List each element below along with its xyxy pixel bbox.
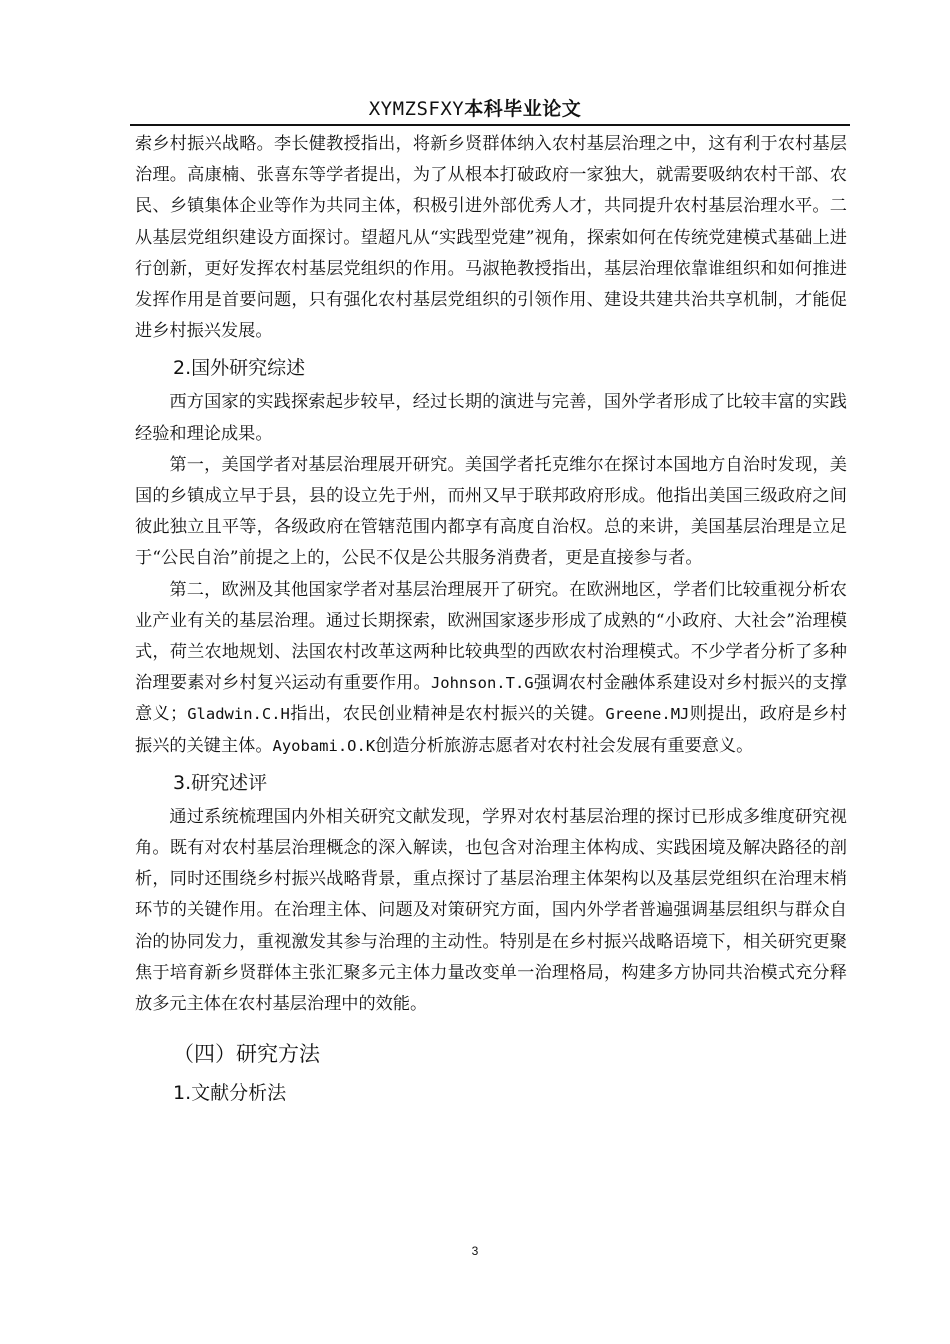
- author-ayobami: Ayobami.O.K: [272, 736, 376, 755]
- author-greene: Greene.MJ: [605, 705, 690, 724]
- author-johnson: Johnson.T.G: [430, 674, 534, 693]
- paragraph-foreign-intro: 西方国家的实践探索起步较早，经过长期的演进与完善，国外学者形成了比较丰富的实践经验和理论成果。: [135, 392, 847, 444]
- europe-text-2: 强调农村金融体系建设对乡村振兴的支撑意义；: [135, 673, 847, 725]
- europe-text-1: 第二，欧洲及其他国家学者对基层治理展开了研究。在欧洲地区，学者们比较重视分析农业产业有关的基层治理。通过长期探索，欧洲国家逐步形成了成熟的“小政府、大社会”治理模式，荷兰农地规划、法国农村改革这两种比较典型的西欧农村治理模式。不少学者分析了多种治理要素对乡村复兴运动有重要作用。: [135, 579, 847, 694]
- header-rule: [130, 124, 850, 126]
- paragraph-foreign-europe: [135, 575, 847, 762]
- heading-literature-analysis: 1.文献分析法: [173, 1082, 287, 1105]
- heading-foreign-review: 2.国外研究综述: [173, 357, 306, 380]
- paragraph-foreign-us: 第一，美国学者对基层治理展开研究。美国学者托克维尔在探讨本国地方自治时发现，美国的乡镇成立早于县，县的设立先于州，而州又早于联邦政府形成。他指出美国三级政府之间彼此独立且平等，各级政府在管辖范围内都享有高度自治权。总的来讲，美国基层治理是立足于“公民自治”前提之上的，公民不仅是公共服务消费者，更是直接参与者。: [135, 454, 847, 569]
- header-chinese: 本科毕业论文: [464, 98, 582, 120]
- heading-research-review: 3.研究述评: [173, 771, 268, 794]
- europe-text-4: 则提出，政府是乡村振兴的关键主体。: [135, 704, 847, 756]
- running-header: [0, 94, 950, 121]
- author-gladwin: Gladwin.C.H: [187, 705, 290, 724]
- paragraph-domestic-continued: 索乡村振兴战略。李长健教授指出，将新乡贤群体纳入农村基层治理之中，这有利于农村基层治理。高康楠、张喜东等学者提出，为了从根本打破政府一家独大，就需要吸纳农村干部、农民、乡镇集体企业等作为共同主体，积极引进外部优秀人才，共同提升农村基层治理水平。二从基层党组织建设方面探讨。望超凡从“实践型党建”视角，探索如何在传统党建模式基础上进行创新，更好发挥农村基层党组织的作用。马淑艳教授指出，基层治理依靠谁组织和如何推进发挥作用是首要问题，只有强化农村基层党组织的引领作用、建设共建共治共享机制，才能促进乡村振兴发展。: [135, 134, 847, 342]
- page-number: 3: [471, 1244, 479, 1258]
- europe-text-5: 创造分析旅游志愿者对农村社会发展有重要意义。: [375, 735, 754, 756]
- header-latin: XYMZSFXY: [368, 98, 465, 120]
- heading-research-methods: （四）研究方法: [173, 1042, 320, 1067]
- europe-text-3: 指出，农民创业精神是农村振兴的关键。: [289, 704, 606, 725]
- paragraph-research-review: 通过系统梳理国内外相关研究文献发现，学界对农村基层治理的探讨已形成多维度研究视角。既有对农村基层治理概念的深入解读，也包含对治理主体构成、实践困境及解决路径的剖析，同时还围绕乡村振兴战略背景，重点探讨了基层治理主体架构以及基层党组织在治理末梢环节的关键作用。在治理主体、问题及对策研究方面，国内外学者普遍强调基层组织与群众自治的协同发力，重视激发其参与治理的主动性。特别是在乡村振兴战略语境下，相关研究更聚焦于培育新乡贤群体主张汇聚多元主体力量改变单一治理格局，构建多方协同共治模式充分释放多元主体在农村基层治理中的效能。: [135, 806, 847, 1015]
- body-text: [135, 129, 847, 1112]
